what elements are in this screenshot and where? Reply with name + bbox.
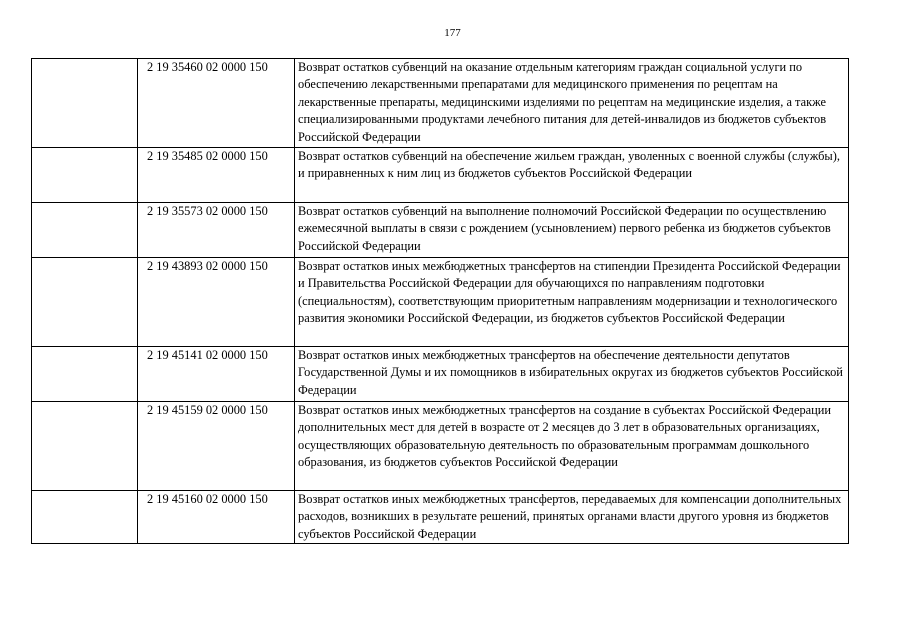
description-cell: Возврат остатков иных межбюджетных трансфертов на обеспечение деятельности депутатов Государственной Думы и их помощников в избирательных округах из бюджетов субъектов Российской Федерации <box>295 347 849 402</box>
first-column-cell <box>32 59 138 148</box>
table-row <box>32 347 849 402</box>
budget-code-cell: 2 19 45141 02 0000 150 <box>138 347 295 402</box>
first-column-cell <box>32 258 138 347</box>
description-cell: Возврат остатков субвенций на оказание отдельным категориям граждан социальной услуги по обеспечению лекарственными препаратами для медицинского применения по рецептам на лекарственные препараты, медицинскими изделиями по рецептам на медицинские изделия, а также специализированными продуктами лечебного питания для детей-инвалидов из бюджетов субъектов Российской Федерации <box>295 59 849 148</box>
description-cell: Возврат остатков иных межбюджетных трансфертов на стипендии Президента Российской Федерации и Правительства Российской Федерации для обучающихся по направлениям подготовки (специальностям), соответствующим приоритетным направлениям модернизации и технологического развития экономики Российской Федерации, из бюджетов субъектов Российской Федерации <box>295 258 849 347</box>
first-column-cell <box>32 347 138 402</box>
table-row <box>32 402 849 491</box>
page-number: 177 <box>444 27 461 39</box>
table-row <box>32 203 849 258</box>
budget-code-cell: 2 19 35573 02 0000 150 <box>138 203 295 258</box>
first-column-cell <box>32 148 138 203</box>
budget-codes-table <box>31 58 849 544</box>
table-row <box>32 258 849 347</box>
first-column-cell <box>32 402 138 491</box>
description-cell: Возврат остатков субвенций на обеспечение жильем граждан, уволенных с военной службы (службы), и приравненных к ним лиц из бюджетов субъектов Российской Федерации <box>295 148 849 203</box>
table-row <box>32 148 849 203</box>
first-column-cell <box>32 491 138 544</box>
description-cell: Возврат остатков иных межбюджетных трансфертов на создание в субъектах Российской Федерации дополнительных мест для детей в возрасте от 2 месяцев до 3 лет в образовательных организациях, осуществляющих образовательную деятельность по образовательным программам дошкольного образования, из бюджетов субъектов Российской Федерации <box>295 402 849 491</box>
table-row <box>32 59 849 148</box>
budget-code-cell: 2 19 45160 02 0000 150 <box>138 491 295 544</box>
table-row <box>32 491 849 544</box>
description-cell: Возврат остатков иных межбюджетных трансфертов, передаваемых для компенсации дополнительных расходов, возникших в результате решений, принятых органами власти другого уровня из бюджетов субъектов Российской Федерации <box>295 491 849 544</box>
budget-code-cell: 2 19 35460 02 0000 150 <box>138 59 295 148</box>
budget-code-cell: 2 19 45159 02 0000 150 <box>138 402 295 491</box>
budget-code-cell: 2 19 43893 02 0000 150 <box>138 258 295 347</box>
description-cell: Возврат остатков субвенций на выполнение полномочий Российской Федерации по осуществлению ежемесячной выплаты в связи с рождением (усыновлением) первого ребенка из бюджетов субъектов Российской Федерации <box>295 203 849 258</box>
budget-code-cell: 2 19 35485 02 0000 150 <box>138 148 295 203</box>
first-column-cell <box>32 203 138 258</box>
